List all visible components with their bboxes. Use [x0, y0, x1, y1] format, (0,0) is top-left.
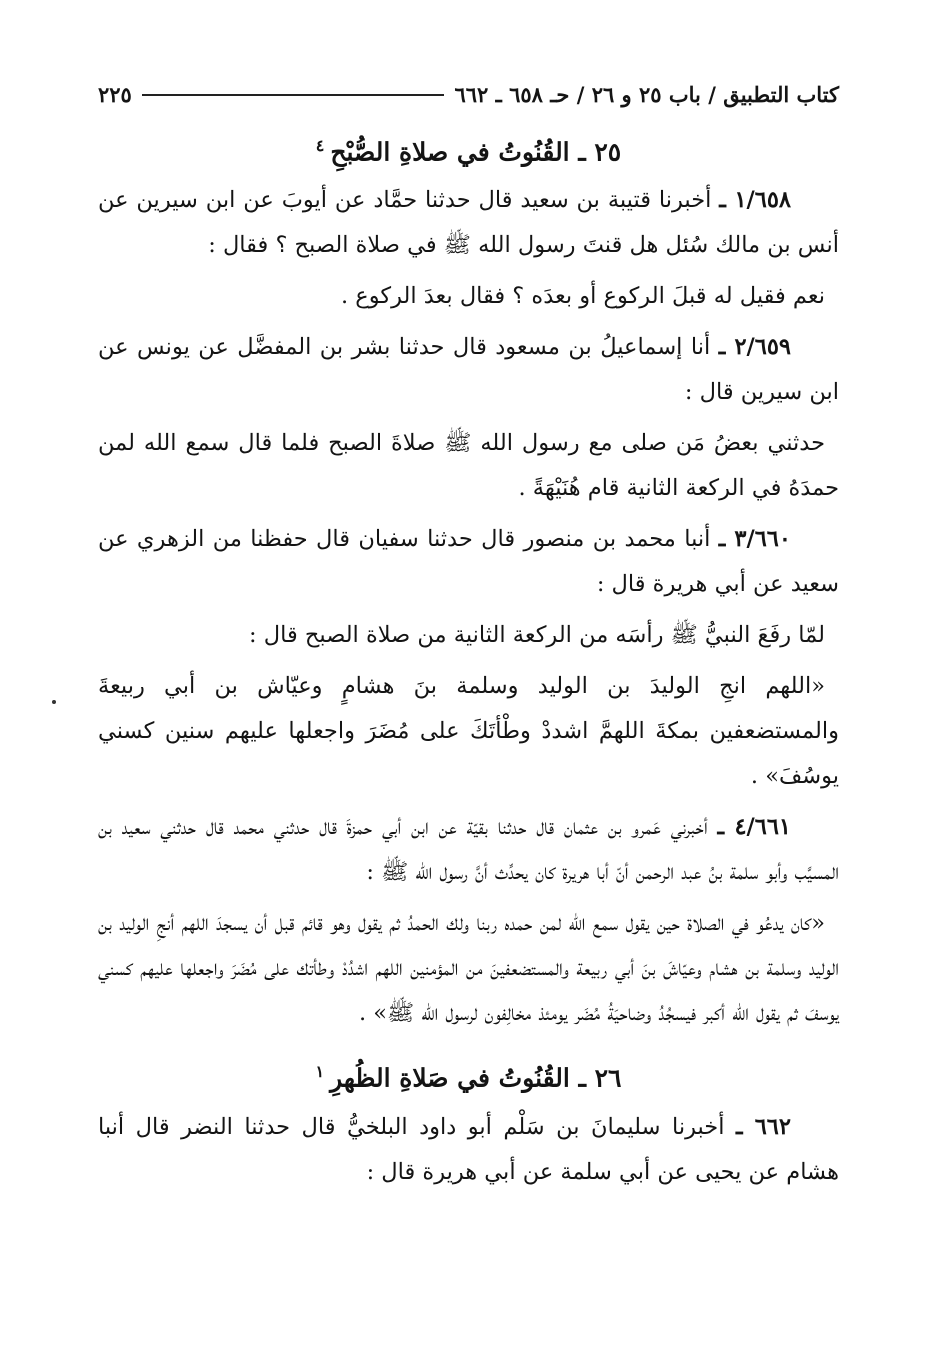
hadith-text: «اللهم انجِ الوليدَ بن الوليد وسلمة بنَ هشامٍ وعيّاش بن أبي ربيعةَ والمستضعفين بمكةَ اللهمَّ اشددْ وطْأتَكَ على مُضَرَ واجعلها عليهم سنين كسني يوسُفَ» .	[98, 673, 839, 790]
section-heading-text: ٢٦ ـ القُنُوتُ في صَلاةِ الظُهرِ	[330, 1063, 622, 1093]
hadith-number: ٤/٦٦١ ـ	[717, 814, 791, 841]
header-rule	[142, 94, 445, 96]
hadith-text: حدثني بعضُ مَن صلى مع رسول الله ﷺ صلاةَ الصبح فلما قال سمع الله لمن حمدَهُ في الركعة الثانية قام هُنَيْهَةً .	[98, 430, 839, 502]
hadith-659-matn	[98, 421, 839, 511]
hadith-text: أخبرنا قتيبة بن سعيد قال حدثنا حمَّاد عن أيوبَ عن ابن سيرين عن أنس بن مالك سُئل هل قنتَ رسول الله ﷺ في صلاة الصبح ؟ فقال :	[98, 187, 839, 259]
hadith-661	[98, 805, 839, 895]
hadith-text: أنا إسماعيلُ بن مسعود قال حدثنا بشر بن المفضَّل عن يونس عن ابن سيرين قال :	[98, 334, 839, 406]
hadith-658	[98, 178, 839, 268]
hadith-658-matn	[98, 274, 839, 319]
hadith-text: أنبا محمد بن منصور قال حدثنا سفيان قال حفظنا من الزهري عن سعيد عن أبي هريرة قال :	[98, 526, 839, 598]
hadith-text: أخبرني عَمرو بن عثمان قال حدثنا بقيّة عن ابن أبي حمزةَ قال حدثني محمد قال حدثني سعيد بن المسيَّب وأبو سلمة بنُ عبد الرحمن أنّ أبا هريرة كان يحدِّث أنَّ رسول الله ﷺ :	[98, 814, 839, 886]
running-head	[98, 82, 839, 118]
footnote-marker: ٤	[315, 136, 325, 155]
hadith-662	[98, 1105, 839, 1195]
hadith-number: ٣/٦٦٠ ـ	[718, 526, 791, 553]
margin-speck	[52, 700, 56, 704]
hadith-660-matn	[98, 613, 839, 658]
hadith-text: لمّا رفَعَ النبيُّ ﷺ رأسَه من الركعة الثانية من صلاة الصبح قال :	[249, 622, 825, 649]
hadith-660-dua	[98, 664, 839, 799]
hadith-number: ١/٦٥٨ ـ	[719, 187, 791, 214]
section-heading-text: ٢٥ ـ القُنُوتُ في صلاةِ الصُّبْحِ	[330, 137, 622, 167]
hadith-number: ٢/٦٥٩ ـ	[718, 334, 791, 361]
hadith-text: نعم فقيل له قبلَ الركوع أو بعدَه ؟ فقال بعدَ الركوع .	[341, 283, 825, 310]
hadith-text: «كان يدعُو في الصلاة حين يقول سمع الله لمن حمده ربنا ولك الحمدُ ثم يقول وهو قائم قبل أن يسجدَ اللهم أنجِ الوليد بن الوليد وسلمة بن هشام وعيّاشَ بنَ أبي ربيعة والمستضعفينَ من المؤمنين اللهم اشدُدْ وطأتك على مُضَرَ واجعلها عليهم كسني يوسفَ ثم يقول الله أكبر فيسجُدُ وضاحيَةُ مُضَر يومئذ مخالِفون لرسول الله ﷺ» .	[98, 910, 839, 1027]
hadith-number: ٦٦٢ ـ	[735, 1113, 791, 1140]
hadith-659	[98, 325, 839, 415]
page-number: ٢٢٥	[98, 82, 132, 107]
hadith-text: أخبرنا سليمانَ بن سَلْم أبو داود البلخيُّ قال حدثنا النضر قال أنبا هشام عن يحيى عن أبي سلمة عن أبي هريرة قال :	[98, 1113, 839, 1185]
section-heading-25	[98, 124, 839, 174]
hadith-660	[98, 517, 839, 607]
section-heading-26	[98, 1050, 839, 1100]
hadith-661-matn	[98, 901, 839, 1036]
footnote-marker: ١	[315, 1062, 325, 1082]
running-head-title: كتاب التطبيق / باب ٢٥ و ٢٦ / حـ ٦٥٨ ـ ٦٦٢	[454, 82, 839, 107]
